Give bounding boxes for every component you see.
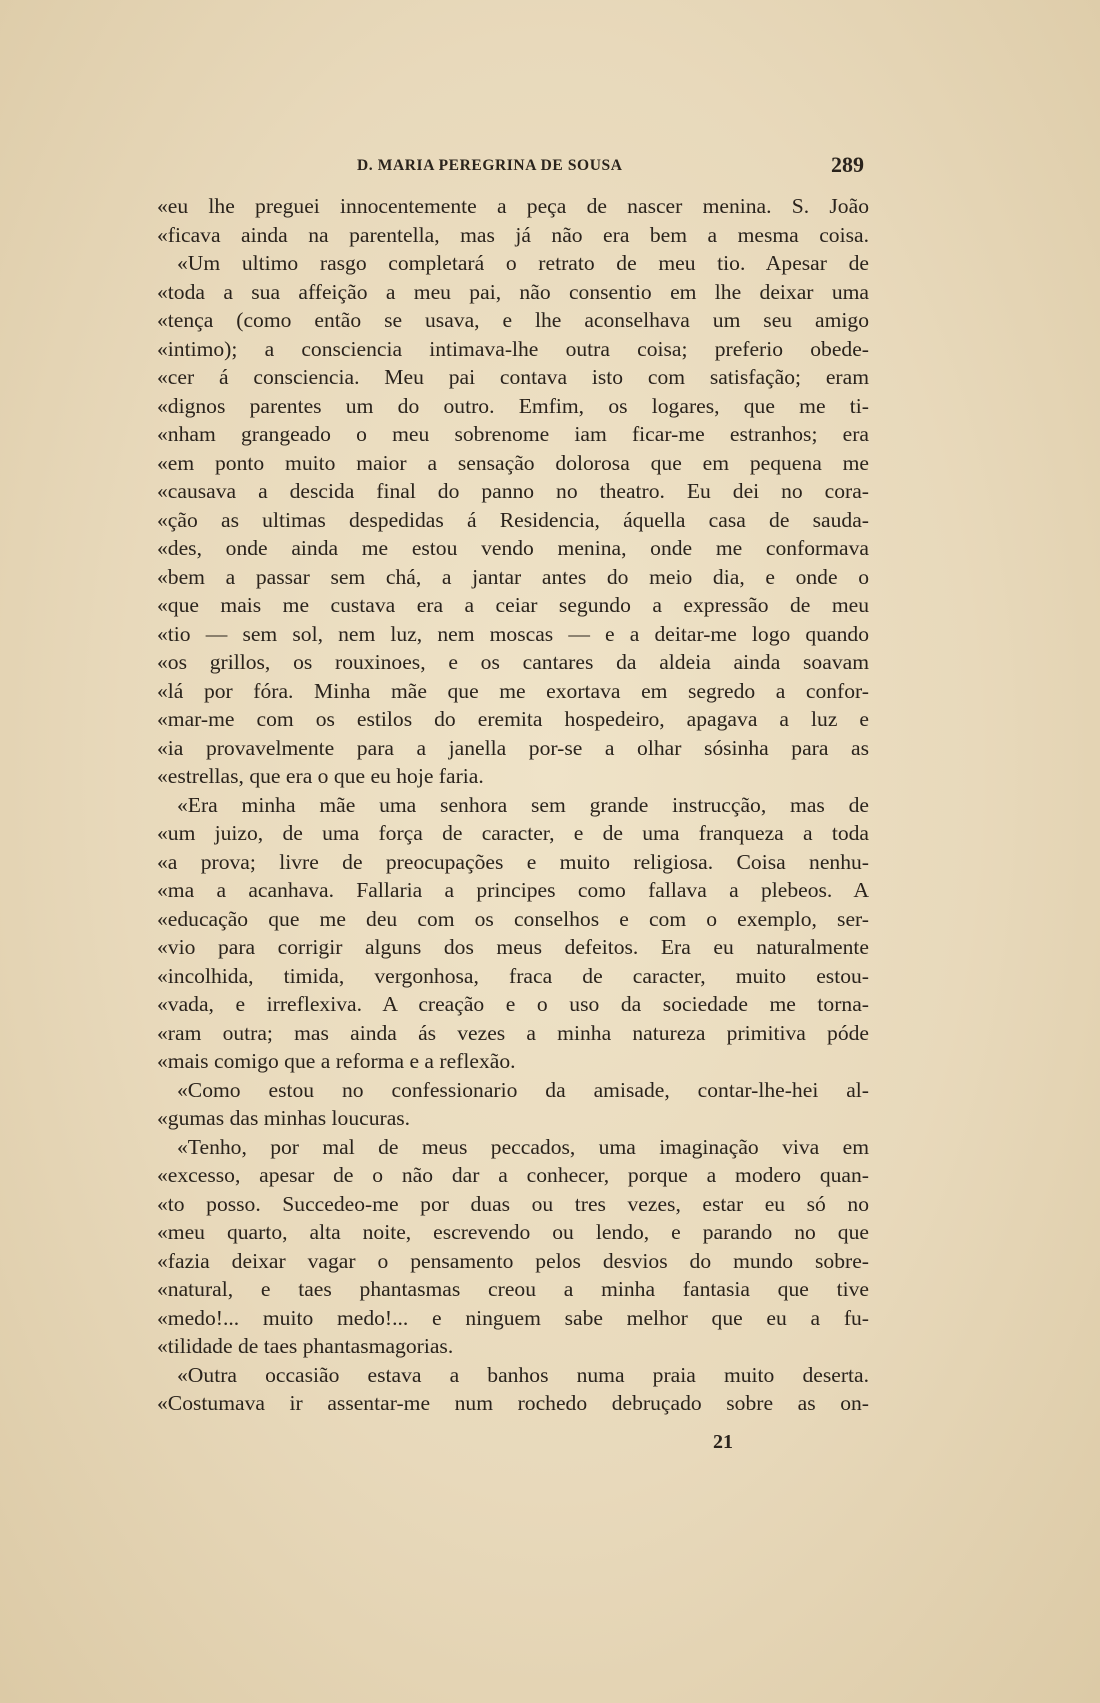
text-line: «ção as ultimas despedidas á Residencia, áquella casa de sauda- xyxy=(157,507,869,532)
text-line: «natural, e taes phantasmas creou a minha fantasia que tive xyxy=(157,1277,869,1301)
text-line: «estrellas, que era o que eu hoje faria. xyxy=(157,764,484,788)
text-line: «Costumava ir assentar-me num rochedo debruçado sobre as on- xyxy=(157,1391,869,1415)
text-line: «a prova; livre de preocupações e muito religiosa. Coisa nenhu- xyxy=(157,849,869,874)
text-line: «dignos parentes um do outro. Emfim, os logares, que me ti- xyxy=(157,393,869,418)
text-line: «vada, e irreflexiva. A creação e o uso da sociedade me torna- xyxy=(157,992,869,1016)
text-line: «ia provavelmente para a janella por-se a olhar sósinha para as xyxy=(157,735,869,760)
text-line: «que mais me custava era a ceiar segundo a expressão de meu xyxy=(157,593,869,617)
text-line: «incolhida, timida, vergonhosa, fraca de caracter, muito estou- xyxy=(157,963,869,988)
text-line: «um juizo, de uma força de caracter, e de uma franqueza a toda xyxy=(157,821,869,845)
text-line: «Como estou no confessionario da amisade, contar-lhe-hei al- xyxy=(177,1077,869,1102)
text-line: «ma a acanhava. Fallaria a principes como fallava a plebeos. A xyxy=(157,878,869,902)
running-head xyxy=(157,152,872,182)
text-line: «ficava ainda na parentella, mas já não era bem a mesma coisa. xyxy=(157,222,869,247)
page-number: 289 xyxy=(831,152,864,177)
text-line: «Era minha mãe uma senhora sem grande instrucção, mas de xyxy=(177,792,869,817)
text-line: «to posso. Succedeo-me por duas ou tres vezes, estar eu só no xyxy=(157,1191,869,1216)
text-line: «medo!... muito medo!... e ninguem sabe melhor que eu a fu- xyxy=(157,1305,869,1330)
text-line: «gumas das minhas loucuras. xyxy=(157,1106,411,1130)
text-line: «causava a descida final do panno no theatro. Eu dei no cora- xyxy=(157,479,869,503)
text-line: «toda a sua affeição a meu pai, não consentio em lhe deixar uma xyxy=(157,279,869,304)
text-line: «tilidade de taes phantasmagorias. xyxy=(157,1334,454,1358)
text-line: «excesso, apesar de o não dar a conhecer, porque a modero quan- xyxy=(157,1163,869,1187)
text-line: «des, onde ainda me estou vendo menina, onde me conformava xyxy=(157,536,869,560)
text-line: «eu lhe preguei innocentemente a peça de nascer menina. S. João xyxy=(157,194,869,218)
body-text xyxy=(157,192,869,1418)
text-line: «bem a passar sem chá, a jantar antes do meio dia, e onde o xyxy=(157,564,869,589)
text-line: «meu quarto, alta noite, escrevendo ou lendo, e parando no que xyxy=(157,1220,869,1244)
text-line: «vio para corrigir alguns dos meus defeitos. Era eu naturalmente xyxy=(157,935,869,959)
text-line: «ram outra; mas ainda ás vezes a minha natureza primitiva póde xyxy=(157,1020,869,1045)
text-line: «lá por fóra. Minha mãe que me exortava em segredo a confor- xyxy=(157,678,869,703)
text-line: «cer á consciencia. Meu pai contava isto com satisfação; eram xyxy=(157,365,869,389)
text-line: «mar-me com os estilos do eremita hospedeiro, apagava a luz e xyxy=(157,707,869,731)
text-line: «educação que me deu com os conselhos e com o exemplo, ser- xyxy=(157,906,869,931)
text-line: «tença (como então se usava, e lhe aconselhava um seu amigo xyxy=(157,308,869,332)
running-title: D. MARIA PEREGRINA DE SOUSA xyxy=(357,157,623,174)
text-line: «em ponto muito maior a sensação dolorosa que em pequena me xyxy=(157,450,869,475)
text-line: «tio — sem sol, nem luz, nem moscas — e a deitar-me logo quando xyxy=(157,621,869,646)
text-line: «os grillos, os rouxinoes, e os cantares da aldeia ainda soavam xyxy=(157,650,869,674)
text-line: «intimo); a consciencia intimava-lhe outra coisa; preferio obede- xyxy=(157,336,869,361)
text-line: «Tenho, por mal de meus peccados, uma imaginação viva em xyxy=(177,1134,869,1159)
text-line: «mais comigo que a reforma e a reflexão. xyxy=(157,1049,516,1073)
text-line: «Um ultimo rasgo completará o retrato de meu tio. Apesar de xyxy=(177,251,869,275)
text-line: «nham grangeado o meu sobrenome iam ficar-me estranhos; era xyxy=(157,422,869,446)
text-line: «Outra occasião estava a banhos numa praia muito deserta. xyxy=(177,1362,869,1387)
signature-mark: 21 xyxy=(713,1431,733,1453)
text-line: «fazia deixar vagar o pensamento pelos desvios do mundo sobre- xyxy=(157,1248,869,1273)
